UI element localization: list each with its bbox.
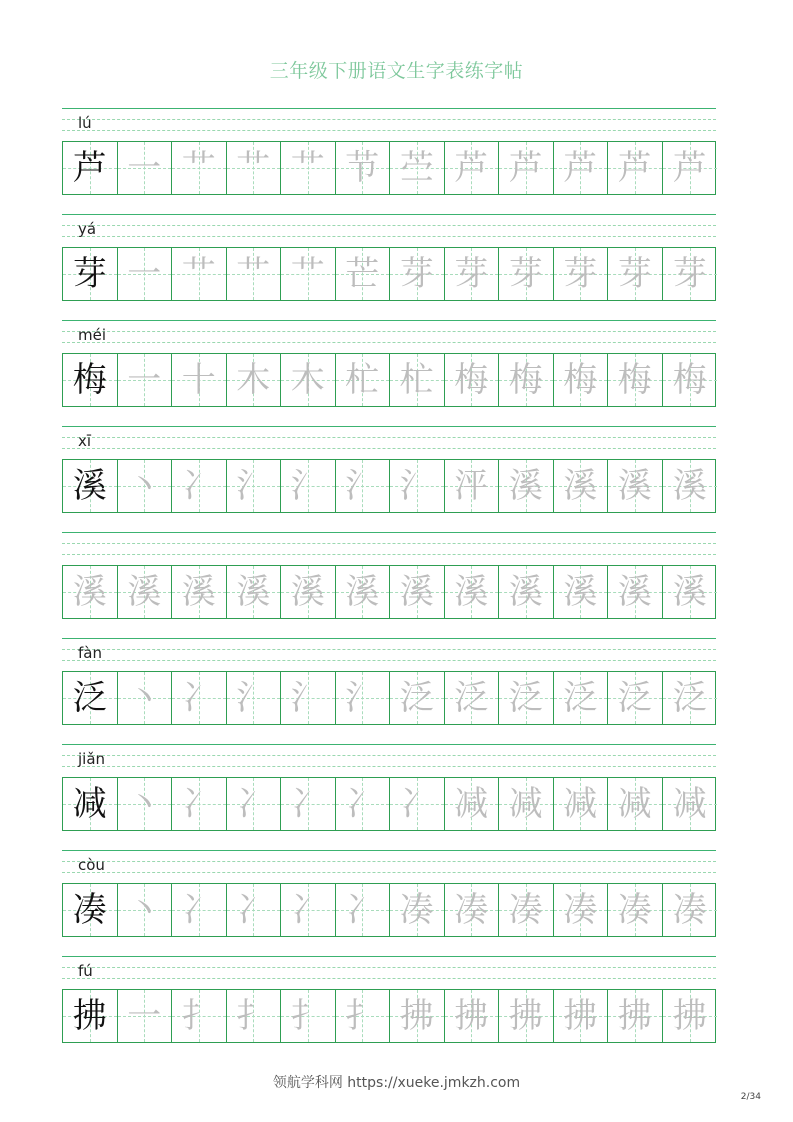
stroke-order-character: 溪 [181,572,216,612]
trace-cell [554,354,609,406]
guide-line [62,426,716,427]
tianzige-grid [62,141,716,195]
trace-cell [281,566,336,618]
trace-cell [499,566,554,618]
pinyin-label: méi [78,326,107,344]
trace-cell [281,248,336,300]
model-character: 减 [72,784,107,824]
stroke-order-character: 艹 [236,254,271,294]
trace-cell [390,566,445,618]
trace-cell [281,354,336,406]
trace-cell [63,566,118,618]
stroke-order-character: 溪 [399,572,434,612]
stroke-order-character: 拂 [454,996,489,1036]
tianzige-grid [62,565,716,619]
trace-cell [336,884,391,936]
practice-row [62,532,716,619]
pinyin-lines [62,320,716,353]
stroke-order-character: 氵 [345,678,380,718]
stroke-order-character: 芽 [454,254,489,294]
trace-cell [390,990,445,1042]
stroke-order-character: 溪 [617,572,652,612]
model-cell [63,990,118,1042]
trace-cell [118,672,173,724]
guide-line [62,554,716,555]
stroke-order-character: 木 [290,360,325,400]
stroke-order-character: 扌 [181,996,216,1036]
pinyin-lines [62,850,716,883]
trace-cell [608,142,663,194]
trace-cell [390,248,445,300]
guide-line [62,225,716,226]
guide-line [62,872,716,873]
stroke-order-character: 杧 [345,360,380,400]
stroke-order-character: 节 [345,148,380,188]
practice-row [62,850,716,937]
guide-line [62,320,716,321]
stroke-order-character: 氵 [236,466,271,506]
trace-cell [608,990,663,1042]
stroke-order-character: 艹 [290,148,325,188]
trace-cell [554,672,609,724]
trace-cell [172,248,227,300]
guide-line [62,744,716,745]
stroke-order-character: 泛 [399,678,434,718]
pinyin-label: lú [78,114,92,132]
stroke-order-character: 艹 [236,148,271,188]
stroke-order-character: 冫 [181,890,216,930]
guide-line [62,766,716,767]
stroke-order-character: 氵 [399,466,434,506]
trace-cell [663,884,718,936]
trace-cell [281,142,336,194]
stroke-order-character: 减 [617,784,652,824]
trace-cell [445,884,500,936]
footer-watermark: 领航学科网 https://xueke.jmkzh.com [272,1075,521,1091]
stroke-order-character: 溪 [672,572,707,612]
stroke-order-character: 芽 [672,254,707,294]
stroke-order-character: 芦 [454,148,489,188]
stroke-order-character: 芽 [563,254,598,294]
stroke-order-character: 拂 [563,996,598,1036]
guide-line [62,956,716,957]
trace-cell [554,884,609,936]
guide-line [62,448,716,449]
stroke-order-character: 木 [236,360,271,400]
stroke-order-character: 拂 [508,996,543,1036]
stroke-order-character: 凑 [672,890,707,930]
model-character: 梅 [72,360,107,400]
trace-cell [281,460,336,512]
trace-cell [172,142,227,194]
trace-cell [227,354,282,406]
trace-cell [554,460,609,512]
model-cell [63,778,118,830]
trace-cell [663,354,718,406]
trace-cell [390,778,445,830]
stroke-order-character: 芒 [345,254,380,294]
practice-row [62,426,716,513]
pinyin-label: fàn [78,644,102,662]
stroke-order-character: 溪 [563,466,598,506]
trace-cell [390,884,445,936]
stroke-order-character: 艹 [181,254,216,294]
stroke-order-character: 凑 [508,890,543,930]
trace-cell [172,354,227,406]
trace-cell [227,460,282,512]
trace-cell [390,354,445,406]
trace-cell [336,672,391,724]
stroke-order-character: 梅 [454,360,489,400]
stroke-order-character: 十 [181,360,216,400]
stroke-order-character: 拂 [617,996,652,1036]
guide-line [62,214,716,215]
trace-cell [608,778,663,830]
stroke-order-character: 泛 [563,678,598,718]
trace-cell [663,248,718,300]
stroke-order-character: 溪 [617,466,652,506]
stroke-order-character: 芦 [508,148,543,188]
stroke-order-character: 减 [508,784,543,824]
stroke-order-character: 丶 [127,890,162,930]
stroke-order-character: 氵 [290,678,325,718]
trace-cell [499,142,554,194]
trace-cell [281,672,336,724]
trace-cell [227,248,282,300]
guide-line [62,543,716,544]
trace-cell [663,672,718,724]
practice-row [62,744,716,831]
stroke-order-character: 冫 [399,784,434,824]
stroke-order-character: 扌 [290,996,325,1036]
trace-cell [336,354,391,406]
model-character: 芽 [72,254,107,294]
stroke-order-character: 溪 [508,572,543,612]
guide-line [62,532,716,533]
stroke-order-character: 芽 [399,254,434,294]
stroke-order-character: 氵 [345,466,380,506]
stroke-order-character: 溪 [72,572,107,612]
stroke-order-character: 芦 [563,148,598,188]
stroke-order-character: 溪 [236,572,271,612]
stroke-order-character: 冫 [236,784,271,824]
trace-cell [608,672,663,724]
trace-cell [227,566,282,618]
stroke-order-character: 凑 [454,890,489,930]
stroke-order-character: 冫 [181,466,216,506]
model-character: 泛 [72,678,107,718]
stroke-order-character: 一 [127,360,162,400]
stroke-order-character: 丶 [127,678,162,718]
trace-cell [336,990,391,1042]
trace-cell [554,566,609,618]
stroke-order-character: 冫 [290,890,325,930]
stroke-order-character: 氵 [290,466,325,506]
stroke-order-character: 梅 [563,360,598,400]
pinyin-label: fú [78,962,93,980]
stroke-order-character: 减 [563,784,598,824]
trace-cell [608,884,663,936]
stroke-order-character: 艹 [181,148,216,188]
stroke-order-character: 溪 [508,466,543,506]
trace-cell [608,354,663,406]
stroke-order-character: 芽 [617,254,652,294]
pinyin-lines [62,956,716,989]
pinyin-lines [62,744,716,777]
trace-cell [281,778,336,830]
trace-cell [499,990,554,1042]
trace-cell [445,354,500,406]
model-cell [63,460,118,512]
trace-cell [118,990,173,1042]
trace-cell [390,672,445,724]
trace-cell [336,778,391,830]
pinyin-lines [62,214,716,247]
stroke-order-character: 泛 [508,678,543,718]
trace-cell [172,672,227,724]
stroke-order-character: 溪 [127,572,162,612]
trace-cell [118,142,173,194]
stroke-order-character: 扌 [236,996,271,1036]
stroke-order-character: 泛 [672,678,707,718]
trace-cell [663,460,718,512]
trace-cell [336,460,391,512]
stroke-order-character: 凑 [617,890,652,930]
stroke-order-character: 丶 [127,784,162,824]
stroke-order-character: 溪 [290,572,325,612]
trace-cell [663,142,718,194]
stroke-order-character: 芽 [508,254,543,294]
stroke-order-character: 一 [127,148,162,188]
guide-line [62,119,716,120]
trace-cell [227,672,282,724]
guide-line [62,978,716,979]
pinyin-label: xī [78,432,92,450]
trace-cell [445,142,500,194]
trace-cell [390,460,445,512]
stroke-order-character: 芦 [617,148,652,188]
practice-row [62,214,716,301]
stroke-order-character: 冫 [236,890,271,930]
stroke-order-character: 冫 [345,784,380,824]
trace-cell [118,248,173,300]
trace-cell [118,778,173,830]
stroke-order-character: 氵 [236,678,271,718]
practice-row [62,108,716,195]
trace-cell [554,248,609,300]
trace-cell [172,990,227,1042]
tianzige-grid [62,353,716,407]
trace-cell [227,142,282,194]
model-character: 凑 [72,890,107,930]
page-number: 2/34 [740,1092,761,1102]
model-cell [63,248,118,300]
trace-cell [663,778,718,830]
pinyin-lines [62,638,716,671]
trace-cell [336,566,391,618]
trace-cell [499,778,554,830]
trace-cell [172,460,227,512]
pinyin-label: jiǎn [78,750,106,768]
model-cell [63,354,118,406]
stroke-order-character: 冫 [345,890,380,930]
trace-cell [227,884,282,936]
trace-cell [663,566,718,618]
guide-line [62,638,716,639]
guide-line [62,967,716,968]
stroke-order-character: 凑 [563,890,598,930]
stroke-order-character: 梅 [617,360,652,400]
stroke-order-character: 冫 [181,784,216,824]
stroke-order-character: 梅 [508,360,543,400]
trace-cell [608,566,663,618]
trace-cell [336,142,391,194]
guide-line [62,649,716,650]
tianzige-grid [62,883,716,937]
guide-line [62,130,716,131]
trace-cell [499,248,554,300]
trace-cell [445,460,500,512]
trace-cell [336,248,391,300]
trace-cell [445,672,500,724]
stroke-order-character: 梅 [672,360,707,400]
tianzige-grid [62,247,716,301]
trace-cell [554,990,609,1042]
model-character: 溪 [72,466,107,506]
pinyin-lines [62,108,716,141]
model-character: 拂 [72,996,107,1036]
trace-cell [118,354,173,406]
guide-line [62,331,716,332]
trace-cell [499,672,554,724]
stroke-order-character: 一 [127,996,162,1036]
stroke-order-character: 一 [127,254,162,294]
practice-row [62,638,716,725]
trace-cell [227,990,282,1042]
trace-cell [172,884,227,936]
trace-cell [281,884,336,936]
trace-cell [608,460,663,512]
stroke-order-character: 溪 [563,572,598,612]
stroke-order-character: 溪 [672,466,707,506]
stroke-order-character: 泛 [454,678,489,718]
stroke-order-character: 芦 [672,148,707,188]
pinyin-lines [62,532,716,565]
guide-line [62,236,716,237]
pinyin-label: yá [78,220,97,238]
trace-cell [172,566,227,618]
guide-line [62,850,716,851]
page-title: 三年级下册语文生字表练字帖 [269,60,524,82]
guide-line [62,437,716,438]
stroke-order-character: 溪 [454,572,489,612]
trace-cell [663,990,718,1042]
trace-cell [281,990,336,1042]
trace-cell [554,142,609,194]
model-cell [63,142,118,194]
model-cell [63,884,118,936]
model-cell [63,672,118,724]
guide-line [62,861,716,862]
stroke-order-character: 拂 [672,996,707,1036]
stroke-order-character: 泛 [617,678,652,718]
stroke-order-character: 冫 [181,678,216,718]
tianzige-grid [62,989,716,1043]
stroke-order-character: 拂 [399,996,434,1036]
trace-cell [390,142,445,194]
trace-cell [499,354,554,406]
pinyin-lines [62,426,716,459]
guide-line [62,342,716,343]
trace-cell [172,778,227,830]
trace-cell [227,778,282,830]
stroke-order-character: 艹 [290,254,325,294]
stroke-order-character: 溪 [345,572,380,612]
trace-cell [499,884,554,936]
trace-cell [499,460,554,512]
stroke-order-character: 泙 [454,466,489,506]
guide-line [62,755,716,756]
stroke-order-character: 扌 [345,996,380,1036]
model-character: 芦 [72,148,107,188]
stroke-order-character: 苎 [399,148,434,188]
stroke-order-character: 减 [672,784,707,824]
pinyin-label: còu [78,856,105,874]
practice-row [62,956,716,1043]
trace-cell [118,566,173,618]
trace-cell [445,778,500,830]
trace-cell [118,460,173,512]
trace-cell [445,566,500,618]
stroke-order-character: 减 [454,784,489,824]
stroke-order-character: 丶 [127,466,162,506]
guide-line [62,660,716,661]
trace-cell [608,248,663,300]
trace-cell [554,778,609,830]
tianzige-grid [62,459,716,513]
guide-line [62,108,716,109]
trace-cell [445,248,500,300]
trace-cell [445,990,500,1042]
stroke-order-character: 杧 [399,360,434,400]
trace-cell [118,884,173,936]
tianzige-grid [62,671,716,725]
tianzige-grid [62,777,716,831]
practice-row [62,320,716,407]
stroke-order-character: 凑 [399,890,434,930]
stroke-order-character: 冫 [290,784,325,824]
